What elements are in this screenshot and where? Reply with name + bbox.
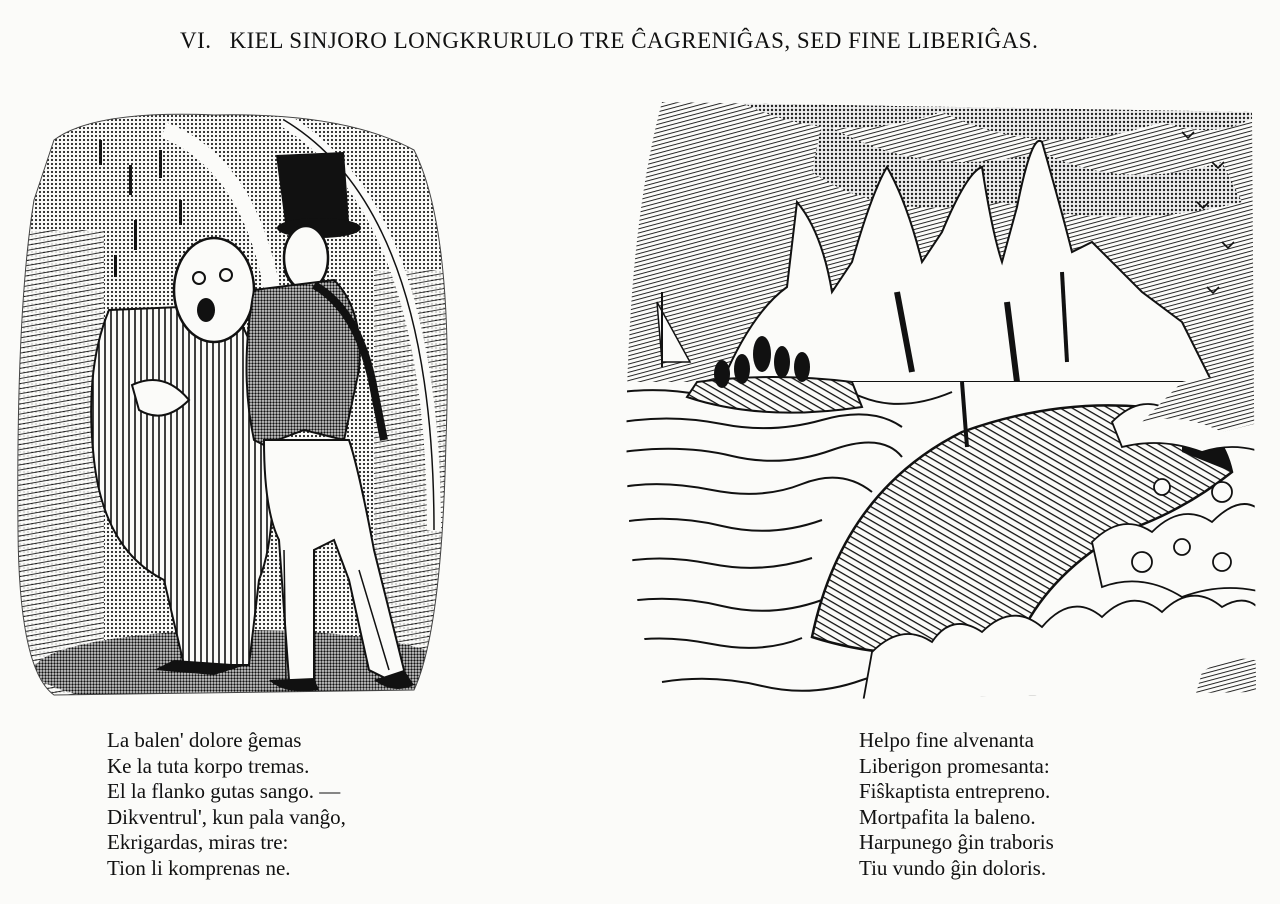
verse-line: Fiŝkaptista entrepreno.	[859, 779, 1051, 803]
illustration-two-men	[14, 110, 452, 700]
verse-line: El la flanko gutas sango. —	[107, 779, 341, 803]
verse-line: Helpo fine alvenanta	[859, 728, 1034, 752]
verse-line: Liberigon promesanta:	[859, 753, 1050, 778]
verse-line: Harpunego ĝin traboris	[859, 830, 1054, 854]
verse-line: La balen' dolore ĝemas	[107, 728, 302, 752]
verse-line: Ke la tuta korpo tremas.	[107, 753, 310, 778]
illustration-whale-iceberg	[622, 92, 1262, 708]
chapter-title: KIEL SINJORO LONGKRURULO TRE ĈAGRENIĜAS, SED FINE LIBERIĜAS.	[229, 28, 1039, 53]
verse-line: Ekrigardas, miras tre:	[107, 830, 289, 854]
chapter-number: VI.	[180, 28, 212, 53]
page-title	[180, 28, 1180, 54]
verse-line: Tiu vundo ĝin doloris.	[859, 855, 1047, 880]
verse-left	[107, 728, 346, 881]
verse-right	[859, 728, 1054, 881]
verse-line: Dikventrul', kun pala vanĝo,	[107, 804, 346, 829]
verse-line: Tion li komprenas ne.	[107, 855, 291, 880]
verse-line: Mortpafita la baleno.	[859, 804, 1036, 829]
